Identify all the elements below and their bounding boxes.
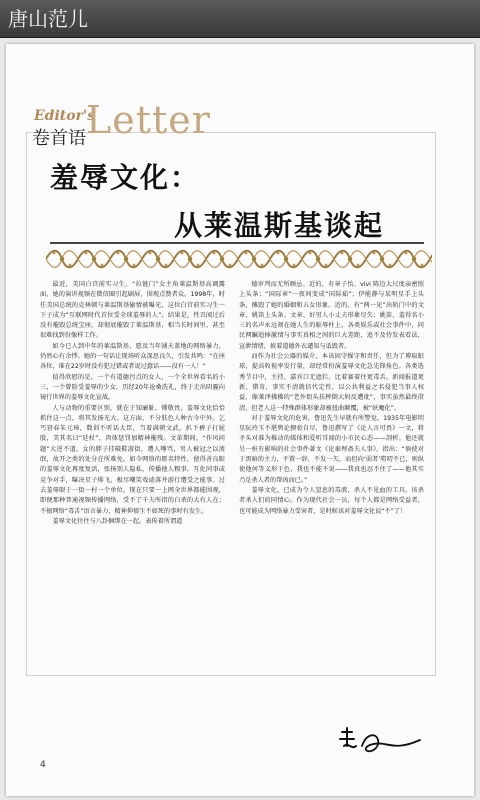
ornament-divider: [46, 246, 432, 272]
headline-line2: 从莱温斯基谈起: [174, 209, 385, 242]
article-paragraph: 而作为社会公器的媒介，本该固守操守和责任，但为了博取眼球，提高收视率发行量，却经常扮演羞辱文化急先锋角色。各类选秀节目中，主持、嘉宾口无遮拦，比着赛着往更毒舌。新闻报道更新、猎奇，事实不清就信代定性，以公共利益之名侵犯当事人权益，像莱泽拂拂的“老外街头扶摔倒大妈反遭讹”，事实虽然最终澄清，但老人这一特殊群体形象却被扭曲颠覆，被“妖魔化”。: [239, 353, 424, 412]
headline-rule: [50, 242, 424, 244]
kicker-letter: Letter: [86, 98, 211, 142]
magazine-page[interactable]: [6, 44, 474, 796]
article-paragraph: 对于羞辱文化的危害，鲁迅先生早就有所警觉。1935年电影明星阮玲玉不堪舆论猥亵自尽，鲁迅撰写了《论人言可畏》一文，将矛头对准为推动的媒体和爱听耳闻的小市民心态——剖析。他还就另一桩有影响的社会事件著文《论秦理斋夫人事》，指出：“倘使对于黑暗的主力，不置一辞，不发一矢，而但向‘弱者’唠叨不已，则纵使他何等义形于色，我也不能不说——我真也忍不住了——他其实乃是杀人者的帮凶而已。”: [239, 414, 424, 484]
kicker-en: Editor's: [34, 108, 96, 124]
article-body: [40, 280, 424, 527]
article-paragraph: 羞辱文化，已成为令人窒息的毒液，杀人不见血的工具，该杀者杀人们的同情心。作为现代社会一员，每个人都是网络受益者，也可能成为网络暴力受害者，是时候该对羞辱文化说“不”了！: [239, 486, 424, 515]
page-number: 4: [40, 760, 46, 770]
article-paragraph: 值得欣慰的是，一个有道德污点的女人，一个全世界看名的小三，一个曾险受羞辱的少女，历经20年沧桑洗礼，终于走出阴霾向镜行世界的羞辱文化宣战。: [40, 373, 225, 402]
article-column-1: [40, 280, 225, 527]
article-paragraph: 人与动物的重要区别，就在于知廉耻、懂敬畏，羞辱文化恰恰抓住这一点，将其发扬光大。这方面，不分肤色人种古今中外。乞丐窘春朱元璋，数训不听话大臣，当着满朝文武，扒下裤子打屁股，美其名曰“廷杖”，肉体惩罚加精神摧残。文革期间，“作风问题”大逆不道，女的脖子挂破鞋游街，遭人唾骂，男人被冠之以流氓，故开之类的处分在所难免。如今网络的匿名特性，使得善良眼的羞辱文化再度复活，张扬别人隐私，传播他人糗事，互化同事或竞争对手，曝决星子绯飞，极尽嘲笑戏谑落井游行遭受之能事。过去羞辱限于一街一村一个单位，现在只要一上网全世界都能围观，即便那种普通视频传播网络，受不了千夫所指的白杀的大有人在；不擅网络“毒舌”语言暴力，精神抑郁生不如死的事时有发生。: [40, 404, 225, 515]
app-titlebar: [0, 0, 480, 38]
kicker-zh: 卷首语: [32, 128, 86, 149]
article-column-2: [239, 280, 424, 527]
headline-line1: 羞辱文化：: [50, 161, 201, 194]
article-paragraph: 羞辱文化往往与八卦捆绑在一起，表传着所谓道: [52, 517, 183, 525]
article-paragraph: 德审判而无所顾忌。近的，有章子怡、vivi 陈边大尺度亲密照上头条；“国际章”一夜间变成“国际茹”；伊能静与某明星手上头条，摊毁了她的婚姻和五女形象。近的，有“两一见”出轨门中的文章、姚笛上头条。文章、好男人小丈夫形象尽失；姚笛，羞得名小三的名声永远刻在她人生的耻辱柱上。各类娱乐或社会事件中，同民网瞩追捧激情与事实真相之间的巨大差距，追不及待发表看法，宣泄情绪，披着道德外衣谴知与诋毁者。: [239, 281, 424, 350]
editor-signature: [336, 724, 426, 764]
app-title: 唐山范儿: [8, 7, 88, 31]
article-paragraph: 如今已人到中年的莱温斯基，愿及当年铺天盖地的网络暴力，仍然心有余悸。她的一句话让现场听众深思良久，引发共鸣：“在座各位，谁在22岁时没有犯过错或者说过蠢话——没有一人！”: [40, 342, 225, 371]
article-paragraph: 最近，美国白宫前实习生、“拉链门”女主角莱温斯基高调露面，她的演讲视频在微信圈引起刷屏，围观点赞者众。1998年，时任美国总统的克林顿与莱温斯基偷情被曝光，这位白宫前实习生一下子成为“互联网时代首位受全球羞辱的人”。结果是，性丑闻过后没有摧毁总统宝座，却彻底摧毁了莱温斯基，相当长时间里，甚至很难找到份像样工作。: [40, 281, 225, 340]
